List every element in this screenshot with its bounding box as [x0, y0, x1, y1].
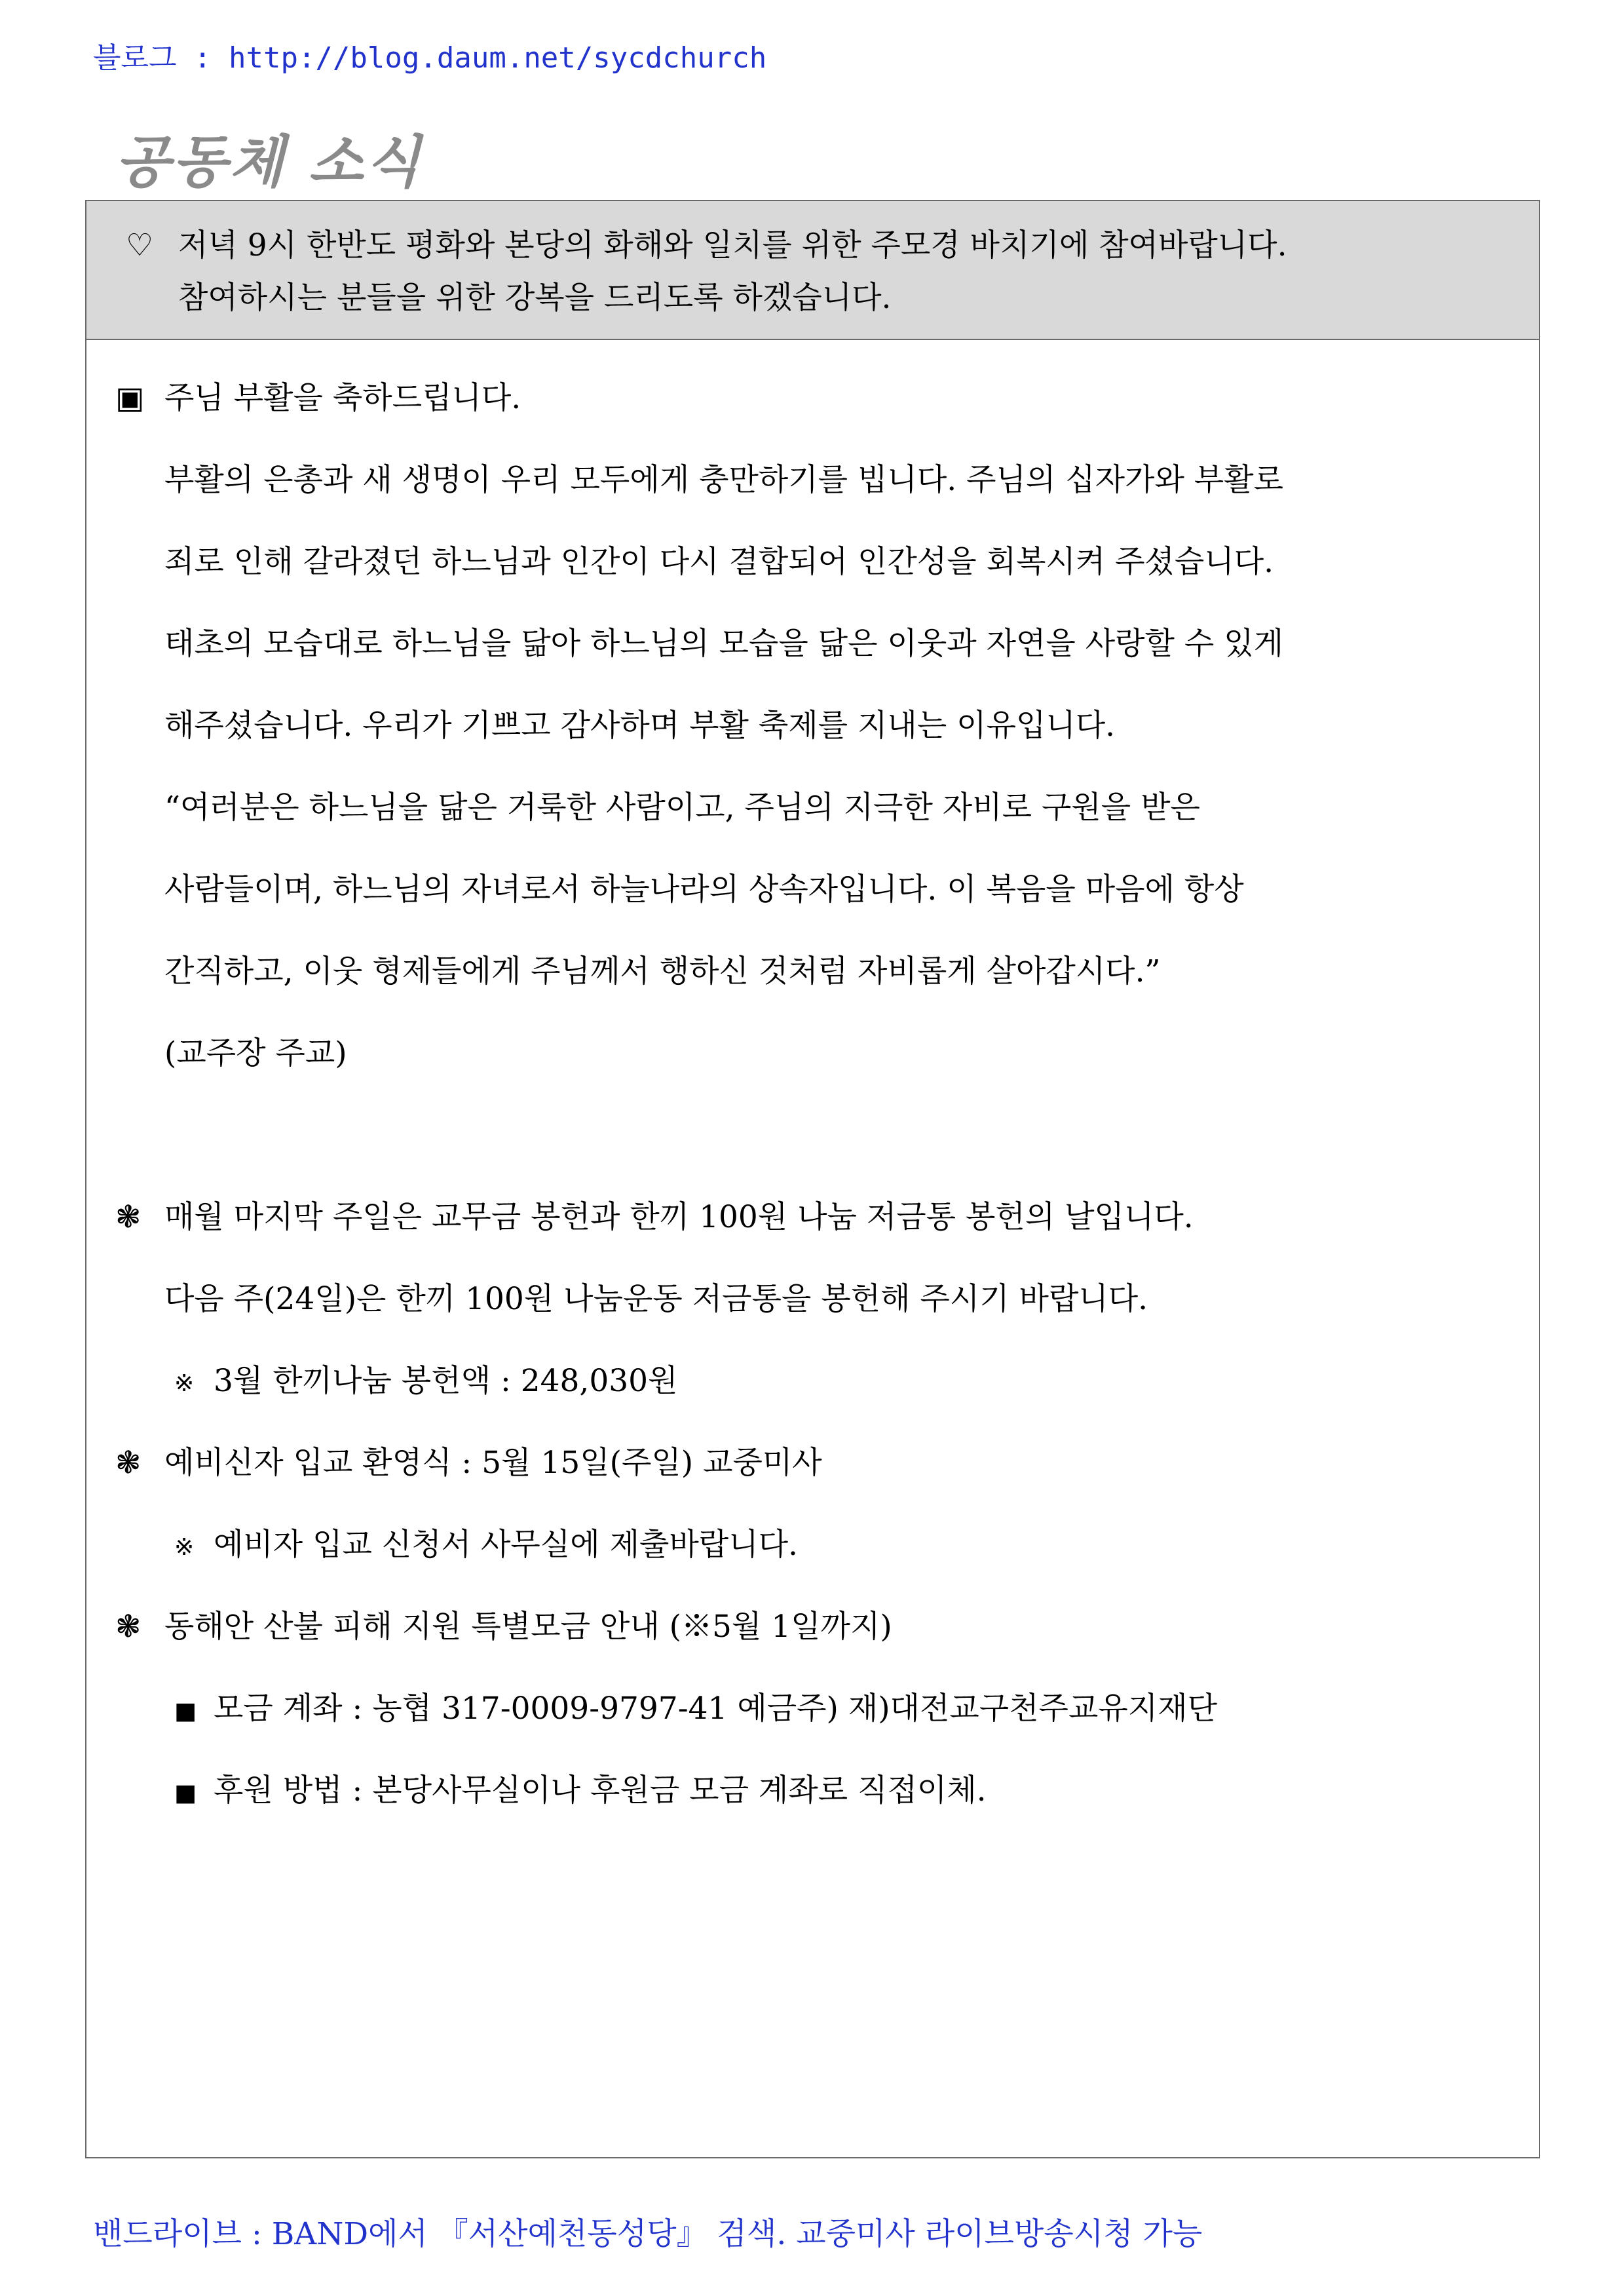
catechumen-text: 예비신자 입교 환영식 : 5월 15일(주일) 교중미사 [164, 1445, 822, 1481]
offering-amount-text: 3월 한끼나눔 봉헌액 : 248,030원 [214, 1363, 678, 1399]
prayer-notice-text: 저녁 9시 한반도 평화와 본당의 화해와 일치를 위한 주모경 바치기에 참여바랍니다. [178, 227, 1287, 263]
reference-mark-icon: ※ [174, 1534, 195, 1561]
fire-relief-account [174, 1684, 1217, 1728]
flower-icon: ❃ [115, 1445, 142, 1481]
fire-relief-item [115, 1602, 892, 1646]
prayer-notice-line-1 [126, 221, 1287, 265]
band-live-notice: 밴드라이브 : BAND에서 『서산예천동성당』 검색. 교중미사 라이브방송시청 가능 [93, 2216, 1203, 2252]
catechumen-item [115, 1438, 822, 1482]
square-box-icon: ▣ [115, 380, 145, 416]
easter-line: “여러분은 하느님을 닮은 거룩한 사람이고, 주님의 지극한 자비로 구원을 받은 [164, 790, 1200, 826]
easter-signature: (교주장 주교) [164, 1035, 347, 1071]
notice-box [85, 200, 1540, 2158]
easter-title: 주님 부활을 축하드립니다. [164, 380, 521, 416]
offering-amount [174, 1356, 677, 1400]
easter-line: 태초의 모습대로 하느님을 닮아 하느님의 모습을 닮은 이웃과 자연을 사랑할 수 있게 [164, 626, 1284, 662]
catechumen-note-text: 예비자 입교 신청서 사무실에 제출바랍니다. [214, 1527, 798, 1563]
prayer-notice-band [86, 201, 1539, 340]
easter-heading [115, 373, 521, 417]
fire-relief-method-text: 후원 방법 : 본당사무실이나 후원금 모금 계좌로 직접이체. [214, 1772, 987, 1808]
fire-relief-text: 동해안 산불 피해 지원 특별모금 안내 (※5월 1일까지) [164, 1609, 892, 1645]
reference-mark-icon: ※ [174, 1370, 195, 1397]
catechumen-note [174, 1520, 798, 1564]
flower-icon: ❃ [115, 1609, 142, 1645]
offering-item [115, 1193, 1194, 1236]
black-square-icon: ■ [174, 1780, 197, 1807]
prayer-notice-line-2: 참여하시는 분들을 위한 강복을 드리도록 하겠습니다. [178, 280, 892, 316]
fire-relief-account-text: 모금 계좌 : 농협 317-0009-9797-41 예금주) 재)대전교구천주교유지재단 [214, 1691, 1217, 1727]
easter-line: 간직하고, 이웃 형제들에게 주님께서 행하신 것처럼 자비롭게 살아갑시다.” [164, 953, 1161, 989]
easter-line: 부활의 은총과 새 생명이 우리 모두에게 충만하기를 빕니다. 주님의 십자가와 부활로 [164, 462, 1284, 498]
blog-address[interactable]: 블로그 : http://blog.daum.net/sycdchurch [93, 41, 767, 75]
heart-icon: ♡ [126, 227, 154, 263]
black-square-icon: ■ [174, 1698, 197, 1725]
section-title: 공동체 소식 [115, 130, 423, 195]
offering-next-text: 다음 주(24일)은 한끼 100원 나눔운동 저금통을 봉헌해 주시기 바랍니다. [164, 1281, 1148, 1317]
flower-icon: ❃ [115, 1199, 142, 1235]
easter-line: 해주셨습니다. 우리가 기쁘고 감사하며 부활 축제를 지내는 이유입니다. [164, 708, 1116, 744]
easter-line: 죄로 인해 갈라졌던 하느님과 인간이 다시 결합되어 인간성을 회복시켜 주셨습니다. [164, 544, 1274, 580]
fire-relief-method [174, 1766, 987, 1810]
easter-line: 사람들이며, 하느님의 자녀로서 하늘나라의 상속자입니다. 이 복음을 마음에 항상 [164, 871, 1244, 908]
offering-text: 매월 마지막 주일은 교무금 봉헌과 한끼 100원 나눔 저금통 봉헌의 날입니다. [164, 1199, 1194, 1235]
